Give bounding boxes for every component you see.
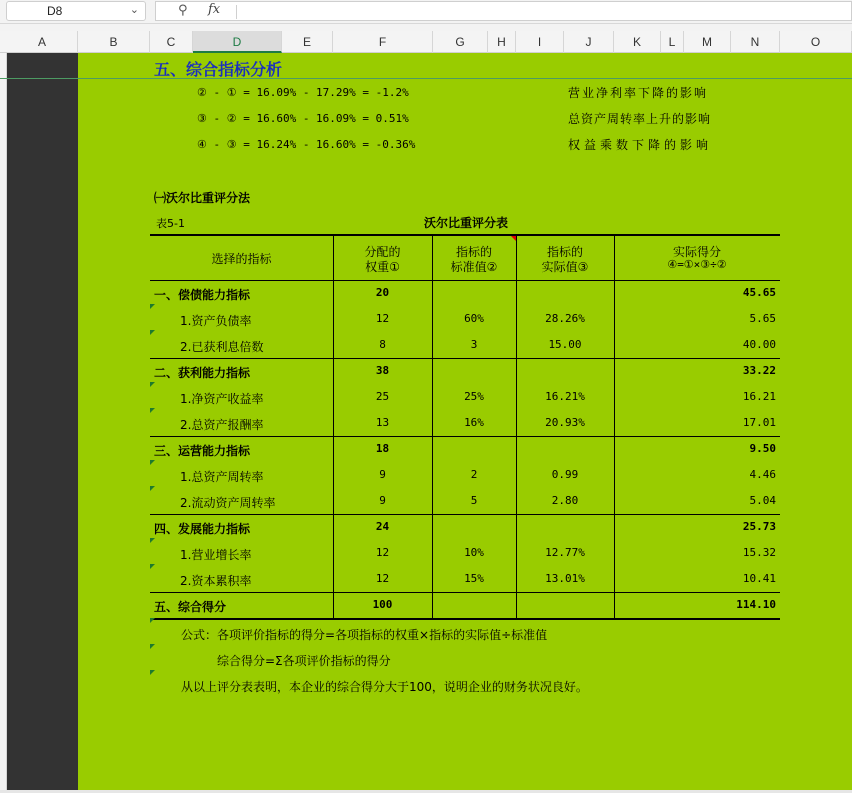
row-score: 25.73 (742, 520, 776, 533)
column-header-a[interactable]: A (7, 31, 78, 53)
header-score-line2: ④=①×③÷② (667, 258, 727, 271)
column-header-m[interactable]: M (684, 31, 731, 53)
section-title: 五、综合指标分析 (154, 60, 283, 79)
row-weight: 100 (372, 598, 393, 611)
cell-marker (150, 644, 155, 649)
table-bottom-border (150, 618, 780, 620)
row-standard: 60% (464, 312, 484, 325)
header-weight-line2: 权重① (365, 260, 400, 274)
column-header-h[interactable]: H (488, 31, 516, 53)
table-vline-2 (516, 234, 517, 618)
dark-column-fill (7, 53, 78, 790)
column-header-j[interactable]: J (564, 31, 614, 53)
row-standard: 10% (464, 546, 484, 559)
cell-marker (150, 460, 155, 465)
row-score: 17.01 (742, 416, 776, 429)
row-standard: 5 (470, 494, 478, 507)
column-header-i[interactable]: I (516, 31, 564, 53)
column-header-c[interactable]: C (150, 31, 193, 53)
row-weight: 25 (375, 390, 390, 403)
group-border (150, 436, 780, 437)
row-standard: 25% (464, 390, 484, 403)
row-weight: 24 (375, 520, 390, 533)
row-name: 二、获利能力指标 (154, 366, 251, 380)
cell-marker (150, 330, 155, 335)
row-name: 一、偿债能力指标 (154, 288, 251, 302)
row-actual: 15.00 (548, 338, 582, 351)
name-box[interactable] (6, 1, 146, 21)
row-weight: 12 (375, 312, 390, 325)
note-line: 公式：各项评价指标的得分=各项指标的权重×指标的实际值÷标准值 (181, 628, 548, 642)
cell-marker (150, 670, 155, 675)
cell-marker (150, 304, 155, 309)
method-title: ㈠沃尔比重评分法 (154, 191, 251, 205)
table-vline-0 (333, 234, 334, 618)
equation-2: ③ - ② = 16.60% - 16.09% = 0.51% (197, 112, 409, 125)
column-header-o[interactable]: O (780, 31, 852, 53)
name-box-value: D8 (47, 4, 63, 18)
note-line: 综合得分=Σ各项评价指标的得分 (217, 654, 391, 668)
column-header-b[interactable]: B (78, 31, 150, 53)
row-actual: 12.77% (545, 546, 585, 559)
header-standard-line2: 标准值② (450, 260, 498, 274)
header-indicator: 选择的指标 (211, 252, 272, 266)
column-header (0, 31, 852, 53)
row-standard: 2 (470, 468, 478, 481)
row-weight: 8 (379, 338, 386, 351)
column-header-d[interactable]: D (193, 31, 282, 53)
row-score: 5.04 (749, 494, 776, 507)
row-score: 10.41 (742, 572, 776, 585)
row-name: 1.营业增长率 (180, 548, 252, 562)
toolbar-gap (0, 24, 852, 31)
table-top-border (150, 234, 780, 236)
equation-3-desc: 权益乘数下降的影响 (568, 138, 713, 152)
formula-separator (236, 5, 237, 19)
cell-marker (150, 408, 155, 413)
row-actual: 13.01% (545, 572, 585, 585)
row-name: 1.净资产收益率 (180, 392, 264, 406)
row-name: 2.资本累积率 (180, 574, 252, 588)
header-bottom-border (150, 280, 780, 281)
row-name: 2.总资产报酬率 (180, 418, 264, 432)
cell-marker (150, 486, 155, 491)
cell-marker (150, 618, 155, 623)
column-header-f[interactable]: F (333, 31, 433, 53)
row-standard: 15% (464, 572, 484, 585)
equation-3: ④ - ③ = 16.24% - 16.60% = -0.36% (197, 138, 416, 151)
column-header-e[interactable]: E (282, 31, 333, 53)
header-standard-line1: 指标的 (455, 245, 492, 259)
table-vline-3 (614, 234, 615, 618)
row-score: 5.65 (749, 312, 776, 325)
freeze-line (0, 78, 852, 79)
group-border (150, 358, 780, 359)
column-header-l[interactable]: L (661, 31, 684, 53)
row-weight: 12 (375, 572, 390, 585)
note-line: 从以上评分表表明，本企业的综合得分大于100，说明企业的财务状况良好。 (181, 680, 588, 694)
table-vline-1 (432, 234, 433, 618)
row-name: 1.资产负债率 (180, 314, 252, 328)
chevron-down-icon[interactable]: ⌄ (129, 3, 139, 16)
worksheet[interactable] (0, 53, 852, 793)
group-border (150, 514, 780, 515)
row-weight: 38 (375, 364, 390, 377)
row-header-strip (0, 53, 7, 790)
row-actual: 0.99 (551, 468, 579, 481)
equation-1-desc: 营业净利率下降的影响 (568, 86, 709, 100)
row-standard: 3 (470, 338, 478, 351)
row-score: 4.46 (749, 468, 776, 481)
total-top-border (150, 592, 780, 593)
row-actual: 20.93% (545, 416, 585, 429)
row-weight: 18 (375, 442, 390, 455)
row-score: 9.50 (749, 442, 776, 455)
row-name: 三、运营能力指标 (154, 444, 251, 458)
header-weight-line1: 分配的 (364, 245, 401, 259)
row-standard: 16% (464, 416, 484, 429)
header-actual-line2: 实际值③ (541, 260, 589, 274)
row-weight: 20 (375, 286, 390, 299)
row-actual: 16.21% (545, 390, 585, 403)
column-header-g[interactable]: G (433, 31, 488, 53)
header-actual-line1: 指标的 (546, 245, 583, 259)
equation-1: ② - ① = 16.09% - 17.29% = -1.2% (197, 86, 409, 99)
column-header-k[interactable]: K (614, 31, 661, 53)
cell-marker (150, 382, 155, 387)
cell-marker (150, 564, 155, 569)
row-actual: 28.26% (545, 312, 585, 325)
row-weight: 9 (379, 494, 386, 507)
row-score: 15.32 (742, 546, 776, 559)
header-score-line1: 实际得分 (672, 245, 721, 259)
formula-input[interactable] (155, 1, 852, 21)
row-actual: 2.80 (551, 494, 579, 507)
row-weight: 12 (375, 546, 390, 559)
row-name: 1.总资产周转率 (180, 470, 264, 484)
row-score: 40.00 (742, 338, 776, 351)
table-ref: 表5-1 (156, 217, 185, 230)
row-score: 16.21 (742, 390, 776, 403)
row-name: 2.流动资产周转率 (180, 496, 276, 510)
zoom-icon[interactable]: ⚲ (178, 3, 188, 18)
row-weight: 13 (375, 416, 390, 429)
row-score: 45.65 (742, 286, 776, 299)
row-name: 四、发展能力指标 (154, 522, 251, 536)
row-name: 五、综合得分 (154, 600, 227, 614)
table-title: 沃尔比重评分表 (424, 216, 509, 230)
formula-bar (0, 0, 852, 24)
row-name: 2.已获利息倍数 (180, 340, 264, 354)
row-weight: 9 (379, 468, 386, 481)
cell-marker (150, 538, 155, 543)
equation-2-desc: 总资产周转率上升的影响 (568, 112, 712, 126)
column-header-n[interactable]: N (731, 31, 780, 53)
row-score: 33.22 (742, 364, 776, 377)
row-score: 114.10 (736, 598, 776, 611)
fx-icon[interactable]: fx (208, 2, 221, 17)
